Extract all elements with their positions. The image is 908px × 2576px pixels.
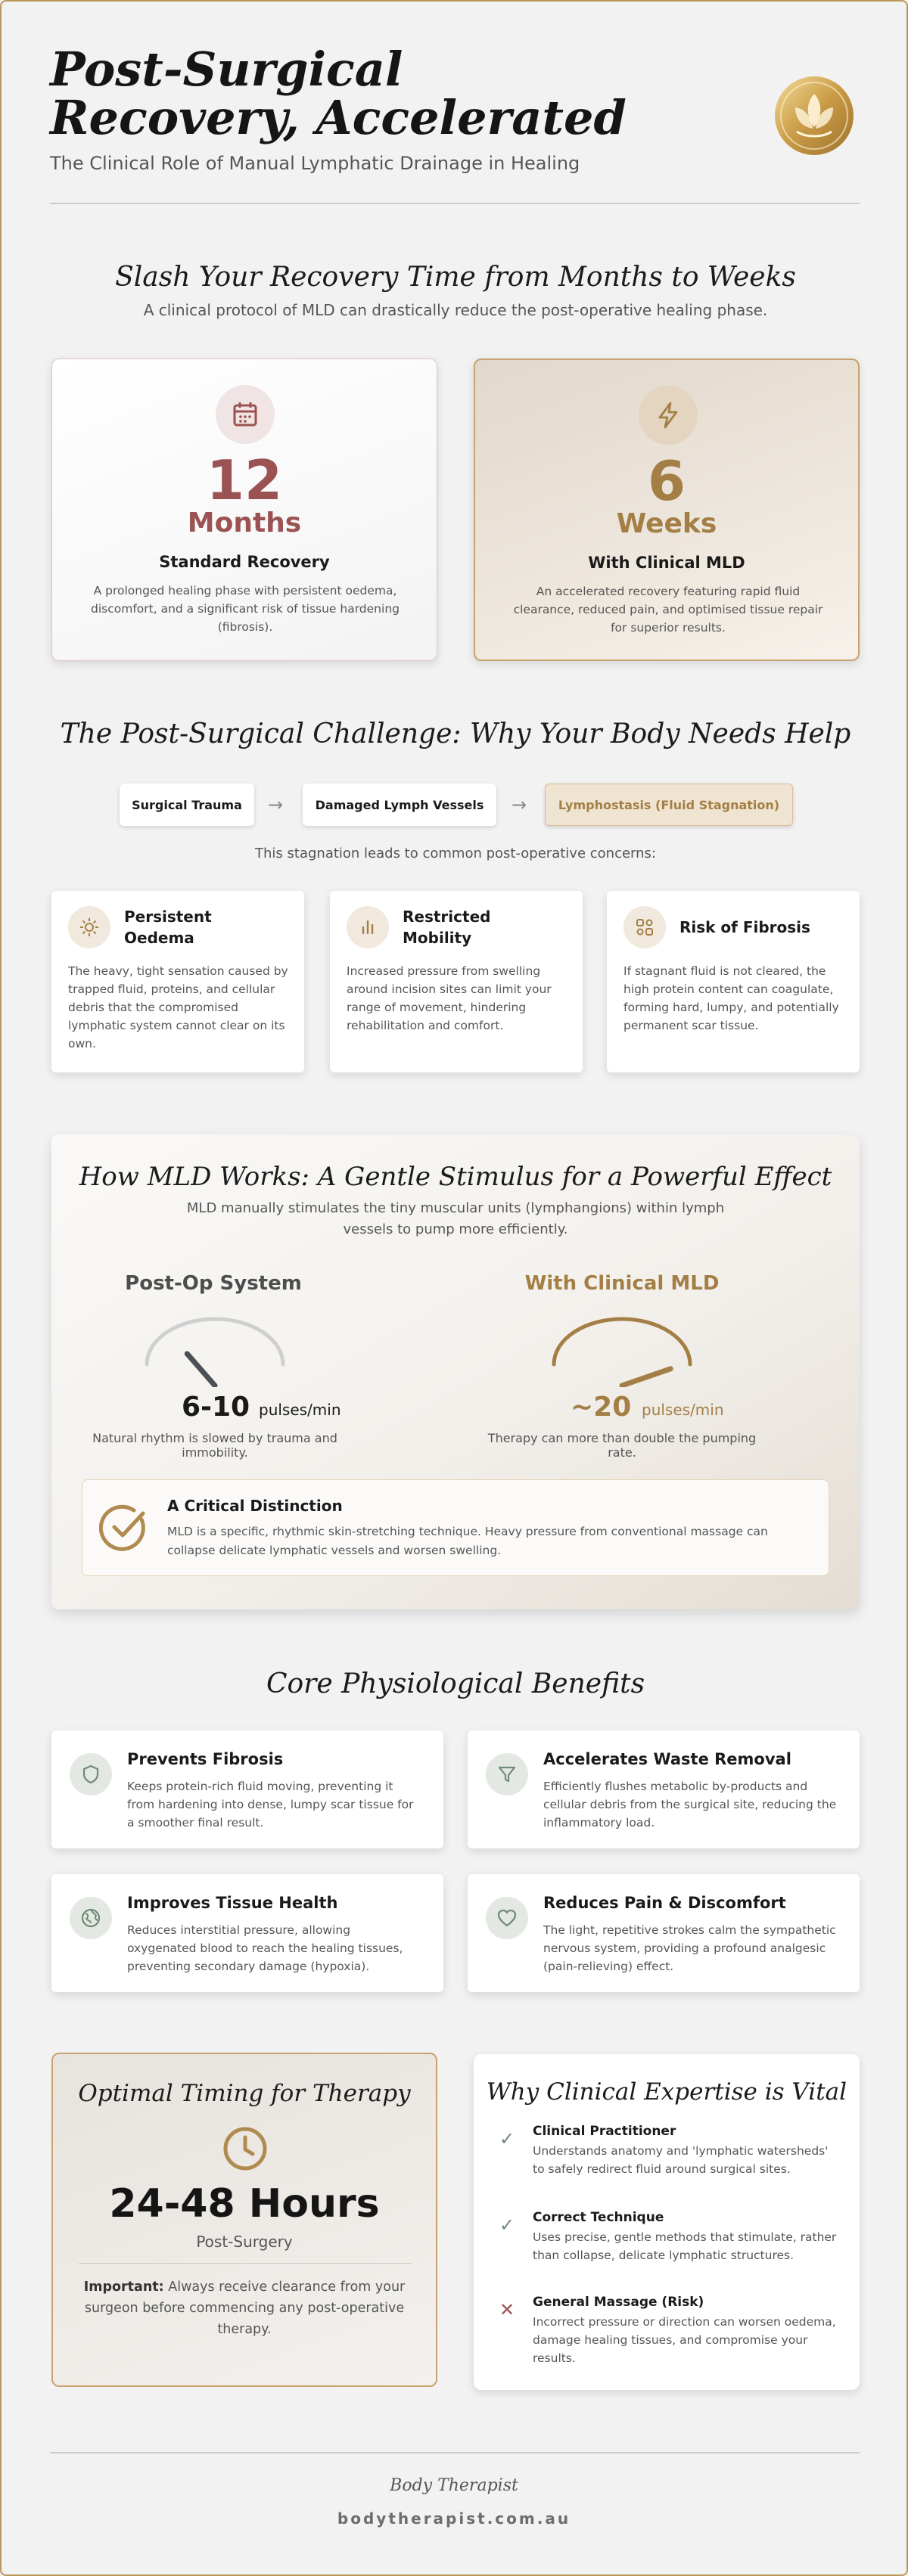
bar-chart-icon [347,906,389,948]
how-mld-panel [51,1134,860,1609]
expertise-item-title: Correct Technique [533,2210,664,2225]
mld-unit: Weeks [616,508,717,539]
expertise-title: Why Clinical Expertise is Vital [486,2078,847,2106]
concern-title: Restricted Mobility [403,908,491,947]
concern-title: Persistent Oedema [124,908,212,947]
mld-number: 6 [647,449,686,513]
page-title [50,42,670,145]
check-icon: ✓ [499,2128,515,2149]
mld-heading: With Clinical MLD [588,554,745,572]
withmld-title: With Clinical MLD [524,1272,720,1295]
expertise-card [474,2054,860,2390]
heart-icon [486,1897,528,1939]
expertise-item [499,2124,840,2199]
expertise-item-desc: Incorrect pressure or direction can worsen oedema, damage healing tissues, and compromise your results. [533,2315,836,2365]
benefit-card-tissue-health [51,1874,443,1992]
expertise-item-title: Clinical Practitioner [533,2124,676,2139]
expertise-item [499,2295,840,2370]
how-subtitle: MLD manually stimulates the tiny muscular units (lymphangions) within lymph vessels to pump more efficiently. [186,1200,725,1237]
grid-dots-icon [623,906,666,948]
filter-icon [486,1753,528,1795]
withmld-unit: pulses/min [642,1401,724,1419]
sun-icon [68,906,110,948]
timing-note [76,2277,413,2340]
benefit-card-prevents-fibrosis [51,1730,443,1848]
check-circle-icon [99,1503,149,1553]
postop-caption: Natural rhythm is slowed by trauma and immobility. [92,1431,337,1460]
concern-desc: The heavy, tight sensation caused by trapped fluid, proteins, and cellular debris that the compromised lymphatic system cannot clear on its own. [68,964,288,1051]
page-subtitle: The Clinical Role of Manual Lymphatic Drainage in Healing [50,153,580,174]
expertise-item-desc: Understands anatomy and 'lymphatic watersheds' to safely redirect fluid around surgical sites. [533,2144,829,2176]
lotus-logo-icon [770,71,859,160]
concern-title: Risk of Fibrosis [679,918,810,936]
benefit-title: Accelerates Waste Removal [543,1750,791,1768]
benefit-desc: The light, repetitive strokes calm the sympathetic nervous system, providing a profound analgesic (pain-relieving) effect. [543,1923,836,1973]
expertise-item-desc: Uses precise, gentle methods that stimulate, rather than collapse, delicate lymphatic structures. [533,2230,837,2262]
flow-step-surgical-trauma: Surgical Trauma [120,784,254,826]
benefit-card-reduces-pain [468,1874,860,1992]
standard-recovery-card [51,358,437,661]
postop-value: 6-10 [182,1392,250,1423]
standard-number: 12 [206,448,283,512]
footer-divider [50,2452,860,2453]
withmld-gauge [546,1304,698,1387]
timing-card [51,2053,437,2387]
concern-card-fibrosis [607,891,860,1072]
benefit-card-waste-removal [468,1730,860,1848]
flow-step-lymphostasis: Lymphostasis (Fluid Stagnation) [545,784,793,826]
check-icon: ✓ [499,2214,515,2236]
arrow-right-icon: → [512,794,527,815]
concern-card-mobility [330,891,583,1072]
benefit-title: Improves Tissue Health [127,1894,338,1912]
expertise-item [499,2210,840,2286]
critical-distinction-box [82,1479,829,1576]
postop-unit: pulses/min [259,1401,341,1419]
shield-icon [70,1753,112,1795]
page-title-line2: Recovery, Accelerated [50,90,627,145]
calendar-icon [216,385,275,444]
mld-desc: An accelerated recovery featuring rapid fluid clearance, reduced pain, and optimised tissue repair for superior results. [513,585,823,635]
page-title-line1: Post-Surgical [50,42,403,97]
recovery-title: Slash Your Recovery Time from Months to Weeks [115,262,796,293]
postop-title: Post-Op System [125,1272,302,1295]
benefit-desc: Reduces interstitial pressure, allowing oxygenated blood to reach the healing tissues, preventing secondary damage (hypoxia). [127,1923,403,1973]
withmld-caption: Therapy can more than double the pumping rate. [487,1431,757,1460]
concern-desc: If stagnant fluid is not cleared, the high protein content can coagulate, forming hard, lumpy, and potentially permanent scar tissue. [623,964,839,1032]
benefit-title: Reduces Pain & Discomfort [543,1894,786,1912]
mld-recovery-card [474,358,860,661]
expertise-item-title: General Massage (Risk) [533,2295,704,2310]
challenge-lead: This stagnation leads to common post-operative concerns: [255,846,656,861]
footer-url[interactable]: bodytherapist.com.au [337,2509,571,2528]
standard-heading: Standard Recovery [159,553,330,571]
clock-icon [222,2125,269,2172]
benefit-desc: Efficiently flushes metabolic by-products and cellular debris from the surgical site, reducing the inflammatory load. [543,1780,837,1830]
benefit-desc: Keeps protein-rich fluid moving, preventing it from hardening into dense, lumpy scar tissue for a smoother final result. [127,1780,414,1830]
timing-unit: Post-Surgery [196,2233,293,2251]
concern-card-oedema [51,891,304,1072]
cross-icon: ✕ [499,2299,515,2320]
distinction-desc: MLD is a specific, rhythmic skin-stretching technique. Heavy pressure from conventional massage can collapse delicate lymphatic vessels and worsen swelling. [167,1525,768,1557]
distinction-title: A Critical Distinction [167,1497,343,1515]
globe-icon [70,1897,112,1939]
withmld-gauge-needle [622,1369,670,1386]
arrow-right-icon: → [268,794,284,815]
how-title: How MLD Works: A Gentle Stimulus for a Powerful Effect [79,1162,832,1192]
standard-unit: Months [187,507,302,538]
postop-gauge [139,1304,291,1387]
timing-divider [79,2263,412,2264]
standard-desc: A prolonged healing phase with persistent oedema, discomfort, and a significant risk of tissue hardening (fibrosis). [91,584,400,634]
header-divider [50,203,860,204]
footer-brand: Body Therapist [390,2476,518,2495]
withmld-value: ~20 [571,1392,632,1423]
benefits-title: Core Physiological Benefits [266,1668,645,1699]
timing-title: Optimal Timing for Therapy [78,2080,411,2107]
benefit-title: Prevents Fibrosis [127,1750,284,1768]
flow-step-damaged-vessels: Damaged Lymph Vessels [303,784,496,826]
recovery-subtitle: A clinical protocol of MLD can drastically reduce the post-operative healing phase. [143,301,768,319]
challenge-title: The Post-Surgical Challenge: Why Your Body Needs Help [60,718,851,750]
timing-important-text: Always receive clearance from your surgeon before commencing any post-operative therapy. [84,2280,406,2337]
timing-value: 24-48 Hours [109,2181,380,2227]
timing-important-label: Important: [83,2280,164,2295]
postop-gauge-needle [187,1354,215,1386]
lightning-icon [639,386,698,445]
concern-desc: Increased pressure from swelling around incision sites can limit your range of movement, hindering rehabilitation and comfort. [347,964,552,1032]
